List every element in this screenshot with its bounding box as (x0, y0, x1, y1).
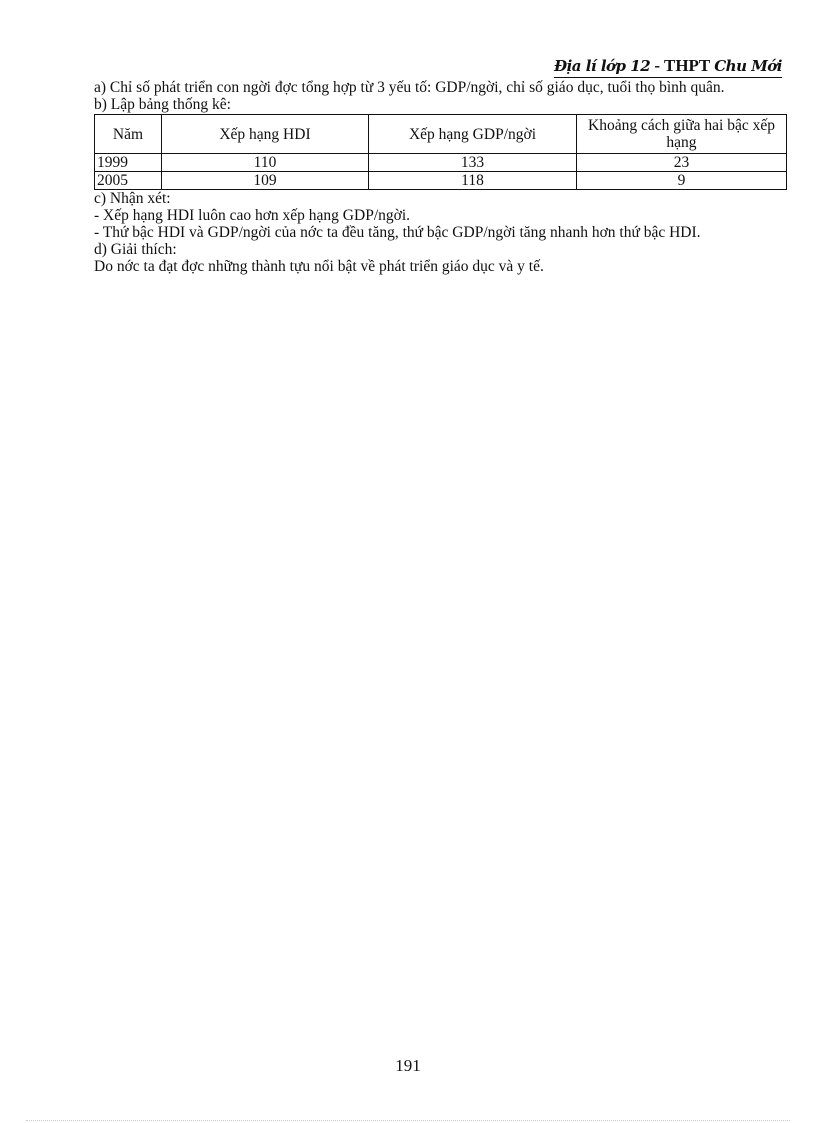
page-header (554, 56, 782, 76)
cell-hdi-rank: 110 (162, 154, 369, 172)
cell-year: 2005 (95, 172, 162, 190)
header-underline (554, 77, 782, 78)
cell-rank-gap: 23 (577, 154, 787, 172)
header-gdp-rank: Xếp hạng GDP/ngời (369, 115, 577, 154)
cell-year: 1999 (95, 154, 162, 172)
header-rank-gap: Khoảng cách giữa hai bậc xếp hạng (577, 115, 787, 154)
part-a-text: a) Chỉ số phát triển con ngời đợc tổng hợp từ 3 yếu tố: GDP/ngời, chỉ số giáo dục, tuổi thọ bình quân. (94, 79, 725, 96)
table-header-row (95, 115, 787, 154)
page-number: 191 (395, 1056, 421, 1075)
part-c-title: c) Nhận xét: (94, 190, 171, 207)
document-body (94, 79, 786, 275)
cell-gdp-rank: 118 (369, 172, 577, 190)
footer-dotted-line (26, 1120, 790, 1121)
part-c-item-1: - Xếp hạng HDI luôn cao hơn xếp hạng GDP/ngời. (94, 207, 411, 224)
header-script-right: Chu Mới (714, 57, 782, 75)
statistics-table (94, 114, 787, 190)
header-script-left: Địa lí lớp 12 (553, 57, 651, 75)
part-c-item-2: - Thứ bậc HDI và GDP/ngời của nớc ta đều tăng, thứ bậc GDP/ngời tăng nhanh hơn thứ bậc HDI. (94, 224, 701, 241)
table-row (95, 172, 787, 190)
cell-rank-gap: 9 (577, 172, 787, 190)
header-bold: - THPT (654, 56, 710, 75)
cell-hdi-rank: 109 (162, 172, 369, 190)
part-d-text: Do nớc ta đạt đợc những thành tựu nổi bật về phát triển giáo dục và y tế. (94, 258, 544, 275)
cell-gdp-rank: 133 (369, 154, 577, 172)
part-d-title: d) Giải thích: (94, 241, 177, 258)
part-b-text: b) Lập bảng thống kê: (94, 96, 231, 113)
table-row (95, 154, 787, 172)
header-hdi-rank: Xếp hạng HDI (162, 115, 369, 154)
header-year: Năm (95, 115, 162, 154)
